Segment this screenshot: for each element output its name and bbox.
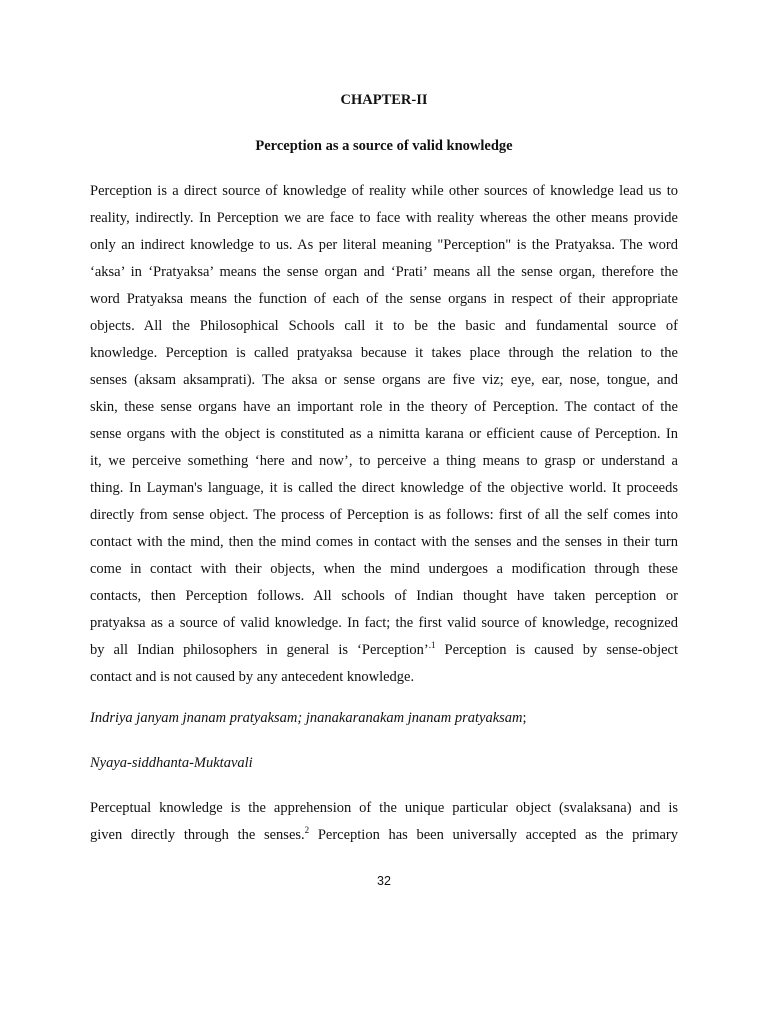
paragraph-line: skin, these sense organs have an important role in the theory of Perception. The contact of the [90,399,678,415]
footnote-marker: .1 [428,640,436,651]
paragraph-line: Perception is a direct source of knowledge of reality while other sources of knowledge lead us to [90,183,678,199]
line-text: Perception is caused by sense-object [435,642,678,658]
section-title: Perception as a source of valid knowledge [255,138,513,154]
paragraph-line: contacts, then Perception follows. All schools of Indian thought have taken perception or [90,588,678,604]
paragraph-line: ‘aksa’ in ‘Pratyaksa’ means the sense organ and ‘Prati’ means all the sense organ, therefore the [90,264,678,280]
paragraph-line: sense organs with the object is constituted as a nimitta karana or efficient cause of Perception. In [90,426,678,442]
paragraph-line: thing. In Layman's language, it is called the direct knowledge of the objective world. It proceeds [90,480,678,496]
paragraph-line: word Pratyaksa means the function of each of the sense organs in respect of their appropriate [90,291,678,307]
paragraph-line: knowledge. Perception is called pratyaksa because it takes place through the relation to the [90,345,678,361]
paragraph-1 [90,178,678,691]
paragraph-line: contact with the mind, then the mind comes in contact with the senses and the senses in their turn [90,534,678,550]
paragraph-line: pratyaksa as a source of valid knowledge. In fact; the first valid source of knowledge, recognized [90,615,678,631]
quote-line [90,705,678,732]
paragraph-line-with-footnote [90,637,678,664]
chapter-heading: CHAPTER-II [340,92,428,108]
paragraph-line: Perceptual knowledge is the apprehension of the unique particular object (svalaksana) and is [90,800,678,816]
quote-source [90,750,678,777]
quote-text: Indriya janyam jnanam pratyaksam; jnanakaranakam jnanam pratyaksam [90,710,523,726]
paragraph-line: only an indirect knowledge to us. As per literal meaning "Perception" is the Pratyaksa. The word [90,237,678,253]
page-number: 32 [377,874,391,888]
paragraph-line: senses (aksam aksamprati). The aksa or sense organs are five viz; eye, ear, nose, tongue, and [90,372,678,388]
paragraph-line: come in contact with their objects, when the mind undergoes a modification through these [90,561,678,577]
paragraph-line: contact and is not caused by any antecedent knowledge. [90,669,415,685]
sanskrit-quote [90,705,678,732]
line-text: given directly through the senses. [90,827,305,843]
paragraph-line-with-footnote [90,822,678,849]
paragraph-2 [90,795,678,849]
source-text: Nyaya-siddhanta-Muktavali [90,755,253,771]
paragraph-line: objects. All the Philosophical Schools call it to be the basic and fundamental source of [90,318,678,334]
paragraph-line: directly from sense object. The process of Perception is as follows: first of all the self comes into [90,507,678,523]
paragraph-line: it, we perceive something ‘here and now’, to perceive a thing means to grasp or understand a [90,453,678,469]
quote-punctuation: ; [522,710,527,726]
line-text: Perception has been universally accepted as the primary [309,827,678,843]
footnote-marker: 2 [304,825,310,836]
line-text: by all Indian philosophers in general is ‘Perception’ [90,642,429,658]
paragraph-line: reality, indirectly. In Perception we are face to face with reality whereas the other means provide [90,210,678,226]
